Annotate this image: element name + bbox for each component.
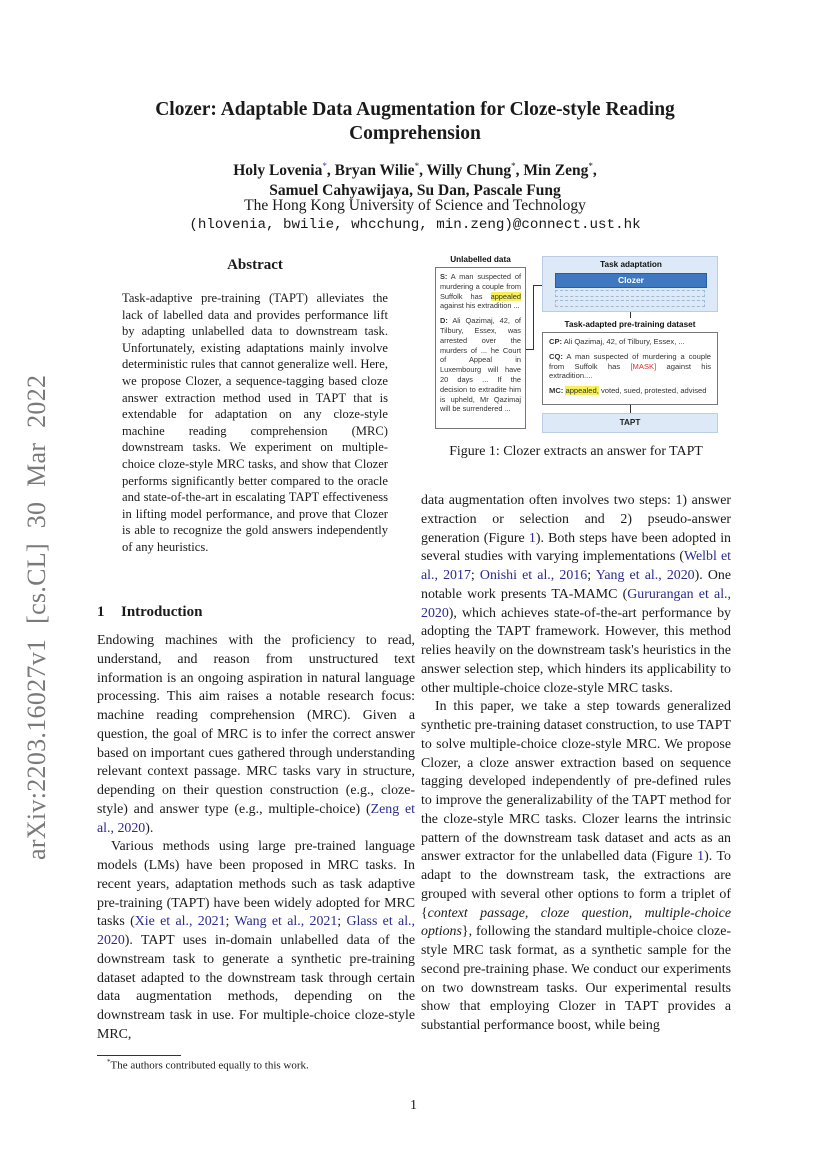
arrow-right-icon [533,285,542,286]
arrow-down-icon [630,312,631,318]
paragraph-text: In this paper, we take a step towards generalized synthetic pre-training dataset construction, to use TAPT to solve multiple-choice cloze-style MRC. We propose Clozer, a cloze answer extraction based on sequence tagging developed independently of pre-defined rules to improve the generalizability of the TAPT method for the cloze-style MRC tasks. Clozer learns the intrinsic pattern of the downstream task dataset and acts as an answer extractor for the unlabelled data (Figure [421,699,731,865]
mask-token: [MASK] [630,361,657,371]
author: Min Zeng [523,162,589,180]
paragraph [97,632,415,838]
paragraph-text: Endowing machines with the proficiency to read, understand, and reason from unstructured text information is an ongoing aspiration in natural language processing. This aim raises a notable research focus: machine reading comprehension (MRC). Given a question, the goal of MRC is to infer the correct answer based on important cues gathered through understanding relevant context passage. MRC tasks vary in structure, depending on their question construction (e.g., cloze-style) and answer type (e.g., multiple-choice) ( [97,633,415,817]
separator: ; [225,914,235,930]
paragraph-text: ). [145,820,154,836]
paragraph-text: ). TAPT uses in-domain unlabelled data of the downstream task to generate a synthetic pre-training dataset adapted to the downstream task through certain data augmentation methods, depending on the downstream task in use. For multiple-choice cloze-style MRC, [97,933,415,1042]
author: Holy Lovenia [233,162,323,180]
section-title: Introduction [121,604,203,620]
left-column-body [97,632,415,1045]
footnote-mark: * [107,1058,111,1066]
pretraining-dataset-box [542,332,718,405]
connector-line [533,285,534,350]
cq-text: against his extradition.... [549,361,711,381]
citation-link[interactable]: Yang et al., 2020 [595,568,695,583]
cloze-question [549,352,711,381]
footnote-mark: * [511,161,516,171]
mc-text: voted, sued, protested, advised [598,386,707,396]
author: Samuel Cahyawijaya [269,182,410,200]
figure-caption: Figure 1: Clozer extracts an answer for TAPT [449,444,703,459]
abstract-heading: Abstract [227,257,283,273]
section-number: 1 [97,604,105,620]
separator: ; [337,914,347,930]
author: Willy Chung [426,162,512,180]
arrow-down-icon [630,405,631,413]
connector-line [526,349,533,350]
footnote-mark[interactable]: * [322,161,327,171]
separator: ; [587,568,596,583]
placeholder-block [555,300,705,307]
d-text: Ali Qazimaj, 42, of Tilbury, Essex, was arrested over the murders of ... he Court of Appeal in Luxembourg will have 20 days ... If the decision to extradite him is upheld, Mr Qazimaj will be surrendered ... [440,316,521,414]
figure-ref-link[interactable]: 1 [697,849,705,865]
page-number: 1 [410,1098,417,1113]
footnote-text: The authors contributed equally to this work. [110,1059,309,1072]
footnote [107,1058,309,1072]
figure-ref-link[interactable]: 1 [528,530,536,546]
placeholder-block [555,290,705,297]
paragraph-text: }, following the standard multiple-choice cloze-style MRC task format, as a synthetic sample for the second pre-training phase. We conduct our experiments on two downstream tasks. Our experimental results show that employing Clozer in TAPT provides a substantial performance boost, while being [421,924,731,1033]
affiliation: The Hong Kong University of Science and Technology [244,197,586,214]
author: Bryan Wilie [334,162,415,180]
cq-label: CQ: [549,351,563,361]
separator: ; [470,568,480,583]
arxiv-stamp: arXiv:2203.16027v1 [cs.CL] 30 Mar 2022 [22,374,51,860]
paragraph [421,698,731,1036]
sentence-s [440,272,521,311]
citation-link[interactable]: Zeng et al., 2020 [97,801,415,836]
highlighted-answer: appealed, [565,386,599,396]
author: Su Dan [416,182,466,200]
cp-label: CP: [549,337,563,346]
unlabelled-data-box [435,267,526,429]
task-adaptation-label: Task adaptation [600,260,662,269]
section-heading-introduction [97,604,202,621]
figure-1 [420,250,732,450]
highlighted-answer: appealed [490,291,521,301]
citation-link[interactable]: Onishi et al., 2016 [479,568,588,583]
paragraph-text: ). Both steps have been adopted in several studies with varying implementations ( [421,530,731,565]
paragraph-text: Various methods using large pre-trained language models (LMs) have been proposed in MRC tasks. In recent years, adaptation methods such as task adaptive pre-training (TAPT) have been widely adopted for MRC tasks ( [97,839,415,930]
d-label: D: [440,316,448,326]
paragraph-text: ), which achieves state-of-the-art performance by adopting the TAPT framework. However, this method relies heavily on the downstream task's heuristics in the answer selection step, which hinders its applicability to other multiple-choice cloze-style MRC tasks. [421,605,731,696]
paragraph [97,838,415,1044]
citation-link[interactable]: Wang et al., 2021 [234,914,338,930]
dataset-label: Task-adapted pre-training dataset [564,320,696,329]
s-text: A man suspected of murdering a couple from Suffolk has [440,272,521,301]
author-list [100,156,730,201]
task-adaptation-panel [542,256,718,312]
paper-title: Clozer: Adaptable Data Augmentation for Cloze-style Reading Comprehension [155,99,675,144]
document-d [440,316,521,414]
abstract-text: Task-adaptive pre-training (TAPT) alleviates the lack of labelled data and provides performance lift by adapting unlabelled data to downstream task. Unfortunately, existing adaptations mainly involve deterministic rules that cannot generalize well. Here, we propose Clozer, a sequence-tagging based cloze answer extraction method used in TAPT that is extendable for adaptation on any cloze-style machine reading comprehension (MRC) downstream tasks. We experiment on multiple-choice cloze-style MRC tasks, and show that Clozer performs significantly better compared to the oracle and state-of-the-art in escalating TAPT effectiveness in lifting model performance, and prove that Clozer is able to recognize the gold answers independently of any heuristics. [122,291,388,554]
footnote-mark: * [414,161,420,171]
multiple-choice-options [549,386,711,396]
context-passage [549,337,711,347]
author: Pascale Fung [473,182,561,200]
author-line-1: Holy Lovenia*, Bryan Wilie*, Willy Chung*, Min Zeng*, [233,161,597,180]
footnote-mark: * [588,161,593,171]
footnote-divider [97,1055,181,1056]
author-emails: (hlovenia, bwilie, whcchung, min.zeng)@connect.ust.hk [189,217,641,233]
italic-text: context passage, cloze question, multiple-choice options [421,905,731,940]
citation-link[interactable]: Xie et al., 2021 [134,914,226,930]
unlabelled-data-label: Unlabelled data [450,255,511,264]
right-column-body [421,492,731,1036]
citation-link[interactable]: Gururangan et al., 2020 [421,586,732,621]
mc-label: MC: [549,386,564,396]
cq-text: A man suspected of murdering a couple from Suffolk has [549,351,711,371]
citation-link[interactable]: Glass et al., 2020 [97,914,415,948]
tapt-block: TAPT [542,413,718,433]
cp-text: Ali Qazimaj, 42, of Tilbury, Essex, ... [562,337,685,346]
s-text: against his extradition ... [440,301,520,311]
paragraph-text: ). One notable work presents TA-MAMC ( [421,568,731,602]
paragraph-text: ). To adapt to the downstream task, the extractions are grouped with several other options to form a triplet of { [421,849,731,921]
citation-link[interactable]: Welbl et al., 2017 [421,549,731,583]
s-label: S: [440,272,448,281]
clozer-block: Clozer [555,273,707,288]
paragraph-text: data augmentation often involves two steps: 1) answer extraction or selection and 2) pseudo-answer generation (Figure [421,493,731,546]
paragraph-continued [421,492,731,698]
author-line-2: Samuel Cahyawijaya, Su Dan, Pascale Fung [269,182,561,200]
